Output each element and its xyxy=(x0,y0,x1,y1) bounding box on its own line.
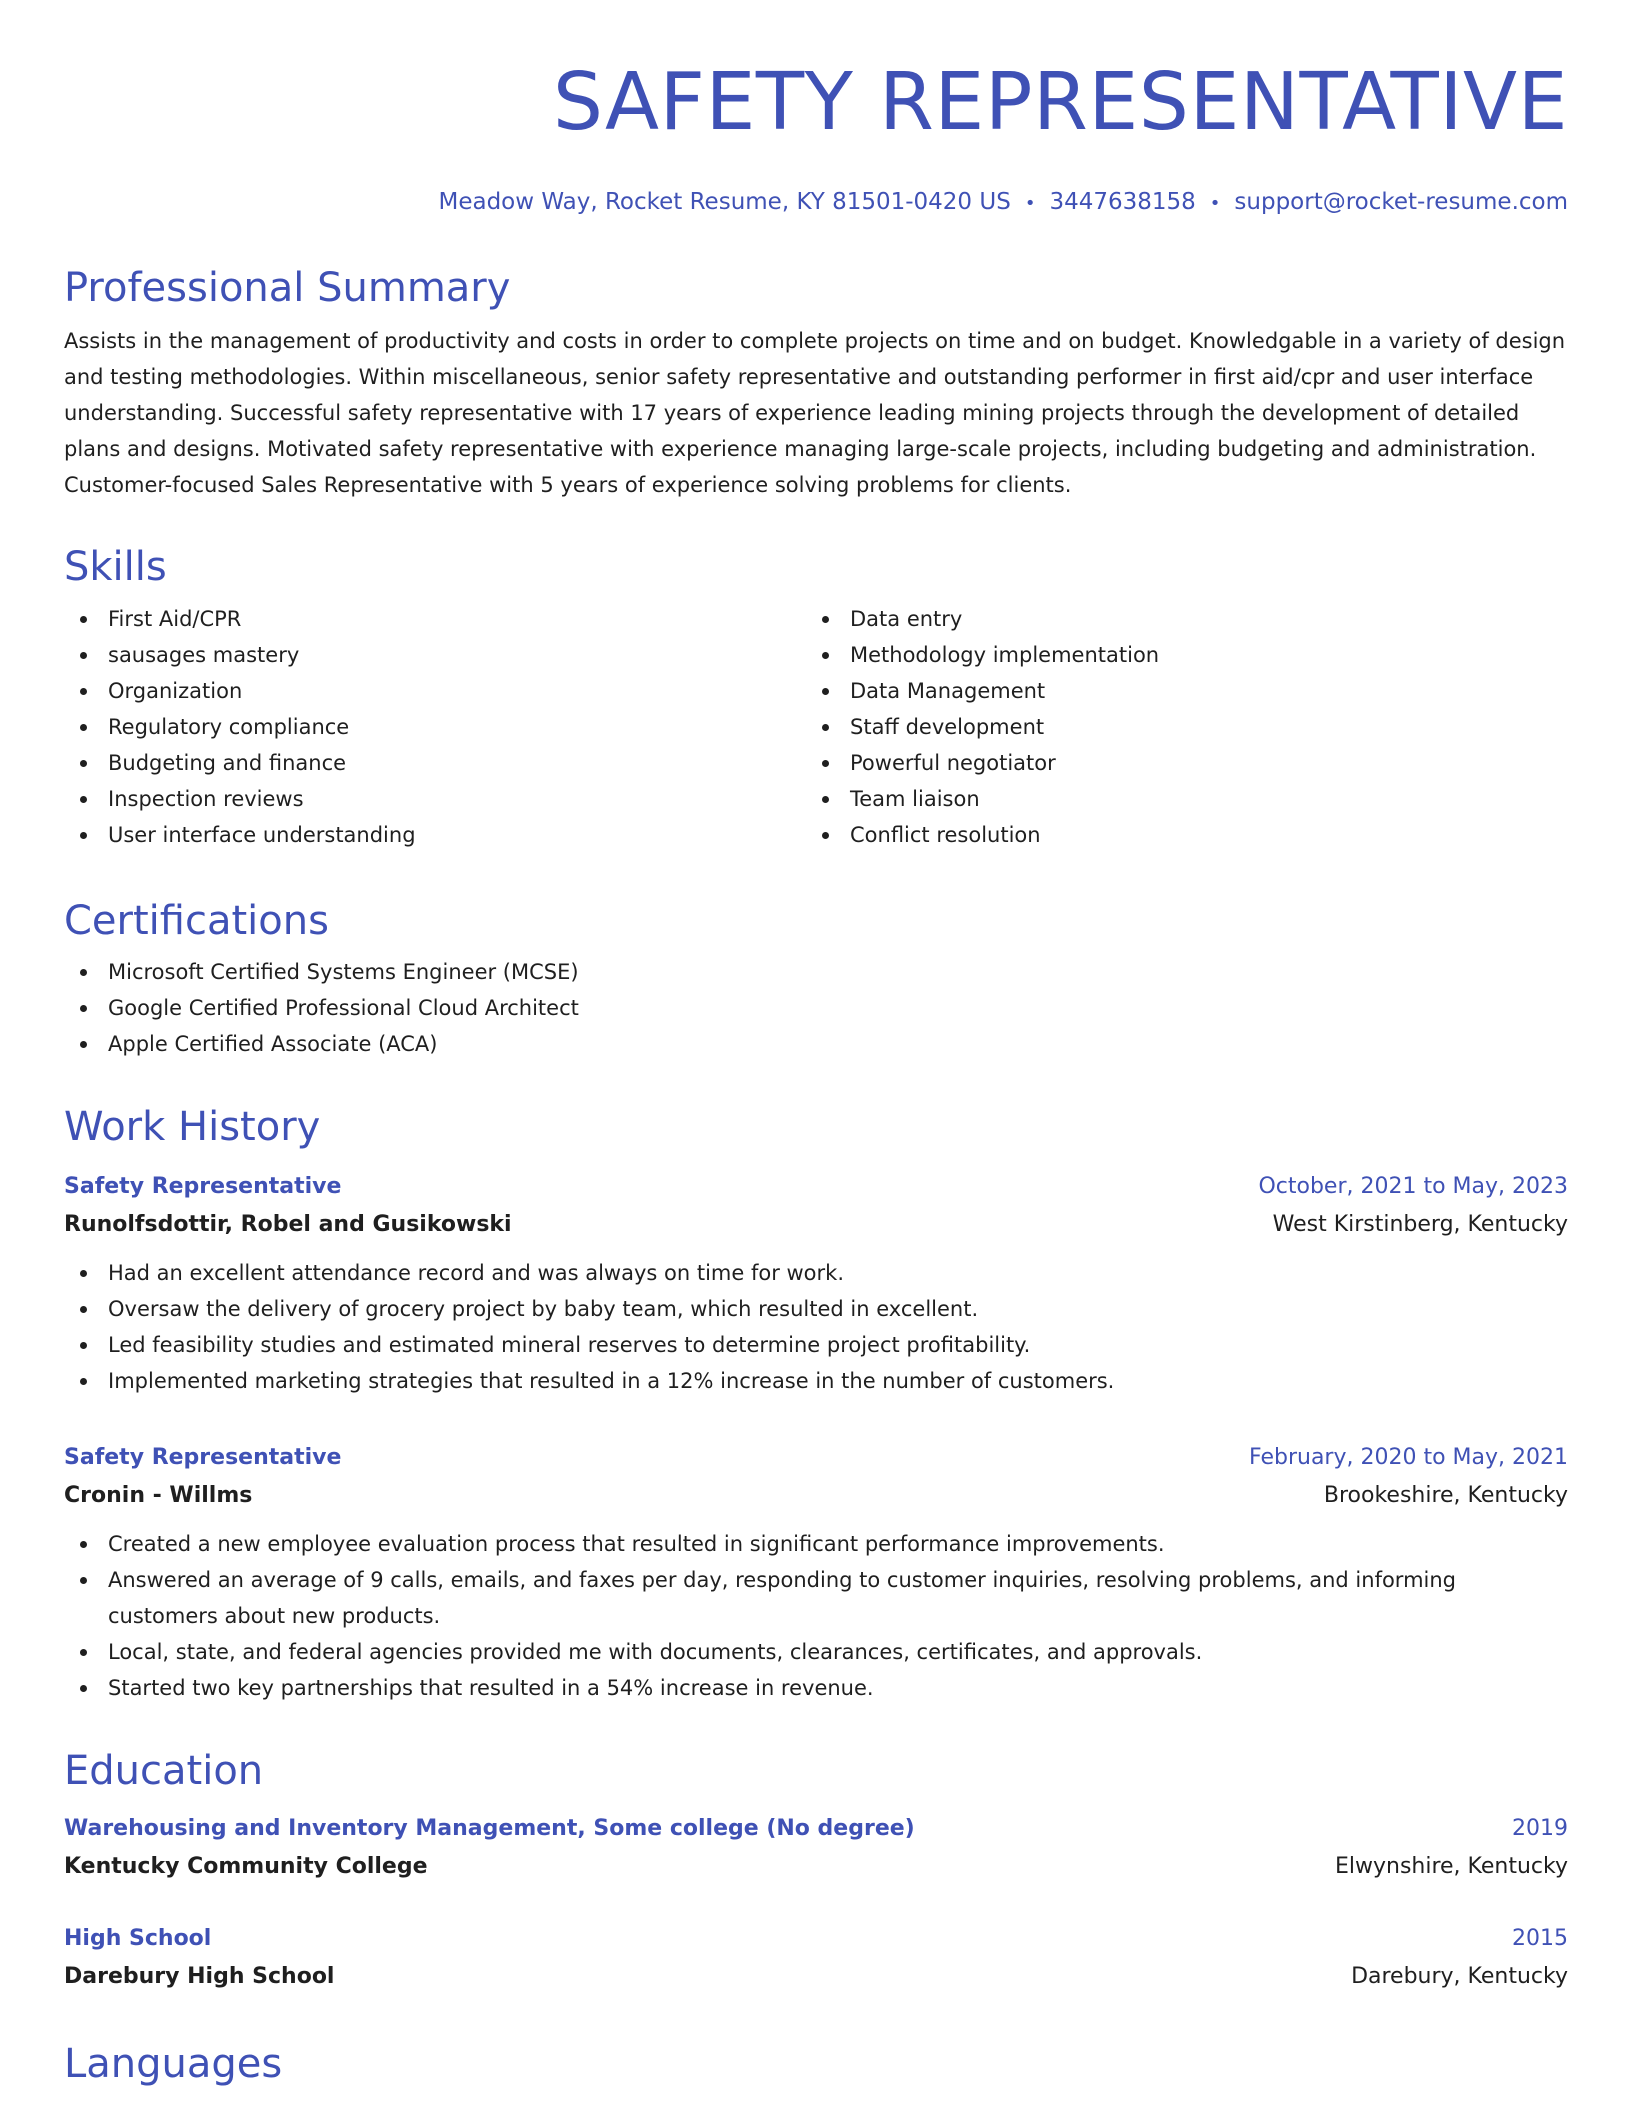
job-title: Safety Representative xyxy=(64,1174,342,1199)
education-school: Kentucky Community College xyxy=(64,1854,428,1879)
contact-separator: • xyxy=(1209,193,1221,214)
certification-item: Google Certified Professional Cloud Architect xyxy=(64,990,1568,1026)
skill-item: Organization xyxy=(64,673,806,709)
education-location: Darebury, Kentucky xyxy=(1351,1964,1568,1989)
resume-title: SAFETY REPRESENTATIVE xyxy=(552,56,1568,148)
contact-line xyxy=(64,187,1568,219)
certification-item: Apple Certified Associate (ACA) xyxy=(64,1026,1568,1062)
job-company: Runolfsdottir, Robel and Gusikowski xyxy=(64,1212,512,1237)
job-bullet: Oversaw the delivery of grocery project by baby team, which resulted in excellent. xyxy=(64,1291,1568,1327)
job-dates: February, 2020 to May, 2021 xyxy=(1249,1445,1568,1470)
education-section xyxy=(64,1746,1568,1989)
education-school-row xyxy=(64,1958,1568,1996)
job-company-row xyxy=(64,1477,1568,1515)
certifications-list xyxy=(64,954,1568,1062)
skill-item: Regulatory compliance xyxy=(64,709,806,745)
contact-separator: • xyxy=(1024,193,1036,214)
skills-list-left xyxy=(64,601,806,853)
job-bullet: Answered an average of 9 calls, emails, and faxes per day, responding to customer inquiries, resolving problems, and informing customers about new products. xyxy=(64,1562,1568,1634)
certifications-section xyxy=(64,896,1568,1062)
job-entry xyxy=(64,1439,1568,1706)
job-bullet: Led feasibility studies and estimated mineral reserves to determine project profitability. xyxy=(64,1327,1568,1363)
skill-item: Powerful negotiator xyxy=(806,745,1548,781)
job-bullets xyxy=(64,1255,1568,1399)
skill-item: Conflict resolution xyxy=(806,817,1548,853)
job-bullets xyxy=(64,1526,1568,1706)
education-location: Elwynshire, Kentucky xyxy=(1334,1854,1568,1879)
summary-text: Assists in the management of productivity and costs in order to complete projects on time and on budget. Knowledgable in a variety of design and testing methodologies. Within miscellaneous, senior safety representative and outstanding performer in first aid/cpr and user interface understanding. Successful safety representative with 17 years of experience leading mining projects through the development of detailed plans and designs. Motivated safety representative with experience managing large-scale projects, including budgeting and administration. Customer-focused Sales Representative with 5 years of experience solving problems for clients. xyxy=(64,329,1566,497)
resume-page xyxy=(64,0,1568,2087)
skill-item: First Aid/CPR xyxy=(64,601,806,637)
skill-item: sausages mastery xyxy=(64,637,806,673)
contact-address: Meadow Way, Rocket Resume, KY 81501-0420 US xyxy=(438,189,1011,215)
skill-item: Data Management xyxy=(806,673,1548,709)
languages-section xyxy=(64,2039,1568,2089)
job-bullet: Created a new employee evaluation process that resulted in significant performance improvements. xyxy=(64,1526,1568,1562)
work-history-section xyxy=(64,1102,1568,1700)
skill-item: Inspection reviews xyxy=(64,781,806,817)
job-title: Safety Representative xyxy=(64,1445,342,1470)
work-history-heading: Work History xyxy=(64,1104,321,1150)
job-header-row xyxy=(64,1168,1568,1206)
skill-item: Budgeting and finance xyxy=(64,745,806,781)
job-header-row xyxy=(64,1439,1568,1477)
education-degree: Warehousing and Inventory Management, Some college (No degree) xyxy=(64,1816,915,1841)
skills-grid xyxy=(64,601,1568,853)
skill-item: Methodology implementation xyxy=(806,637,1548,673)
skill-item: User interface understanding xyxy=(64,817,806,853)
education-header-row xyxy=(64,1810,1568,1848)
certification-item: Microsoft Certified Systems Engineer (MCSE) xyxy=(64,954,1568,990)
job-location: West Kirstinberg, Kentucky xyxy=(1272,1212,1568,1237)
job-bullet: Local, state, and federal agencies provided me with documents, clearances, certificates, and approvals. xyxy=(64,1634,1568,1670)
skill-item: Data entry xyxy=(806,601,1548,637)
education-school: Darebury High School xyxy=(64,1964,335,1989)
job-company: Cronin - Willms xyxy=(64,1483,253,1508)
education-degree: High School xyxy=(64,1926,212,1951)
resume-header xyxy=(64,0,1568,219)
summary-section xyxy=(64,263,1568,503)
education-school-row xyxy=(64,1848,1568,1886)
education-entry xyxy=(64,1920,1568,1996)
contact-email: support@rocket-resume.com xyxy=(1234,189,1568,215)
skills-heading: Skills xyxy=(64,544,167,590)
education-year: 2015 xyxy=(1512,1926,1568,1951)
skill-item: Staff development xyxy=(806,709,1548,745)
skills-list-right xyxy=(806,601,1548,853)
contact-phone: 3447638158 xyxy=(1049,189,1196,215)
skills-section xyxy=(64,542,1568,853)
job-bullet: Started two key partnerships that resulted in a 54% increase in revenue. xyxy=(64,1670,1568,1706)
job-entry xyxy=(64,1168,1568,1399)
job-bullet: Had an excellent attendance record and was always on time for work. xyxy=(64,1255,1568,1291)
job-bullet: Implemented marketing strategies that resulted in a 12% increase in the number of customers. xyxy=(64,1363,1568,1399)
education-entry xyxy=(64,1810,1568,1886)
certifications-heading: Certifications xyxy=(64,898,329,944)
skill-item: Team liaison xyxy=(806,781,1548,817)
job-dates: October, 2021 to May, 2023 xyxy=(1258,1174,1568,1199)
education-heading: Education xyxy=(64,1748,264,1794)
education-year: 2019 xyxy=(1512,1816,1568,1841)
job-company-row xyxy=(64,1206,1568,1244)
education-header-row xyxy=(64,1920,1568,1958)
summary-heading: Professional Summary xyxy=(64,265,511,311)
job-location: Brookeshire, Kentucky xyxy=(1323,1483,1568,1508)
languages-heading: Languages xyxy=(64,2041,283,2087)
